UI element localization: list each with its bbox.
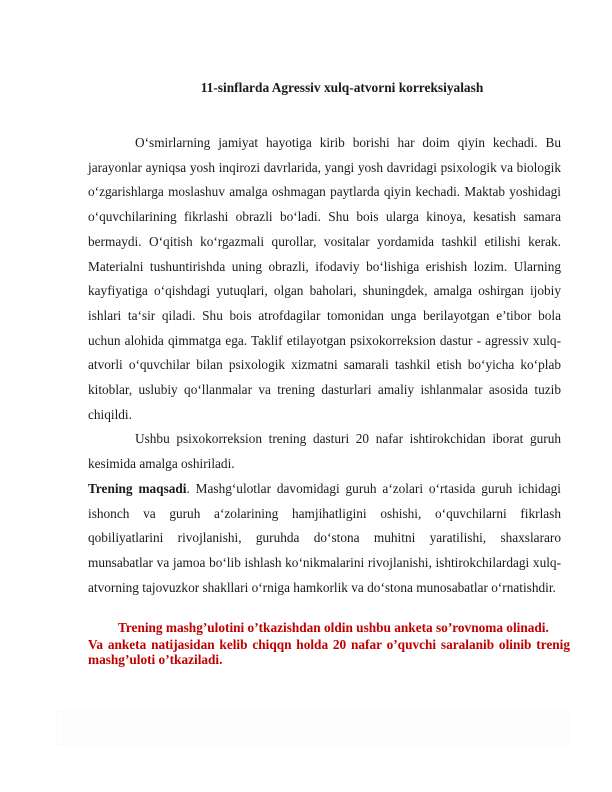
- goal-label: Trening maqsadi: [88, 480, 187, 496]
- paragraph-goal: [88, 477, 561, 601]
- empty-frame: [56, 710, 570, 746]
- goal-text: . Mashg‘ulotlar davomidagi guruh a‘zolari o‘rtasida guruh ichidagi ishonch va guruh a‘zolarining hamjihatligini oshishi, o‘quvchilarni fikrlash qobiliyatlarini rivojlanishi, guruhda do‘stona muhitni yaratilishi, shaxslararo munsabatlar va jamoa bo‘lib ishlash ko‘nikmalarini rivojlanishi, ishtirokchilardagi xulq-atvorning tajovuzkor shakllari o‘rniga hamkorlik va do‘stona munosabatlar o‘rnatishdir.: [88, 480, 561, 595]
- paragraph-intro: O‘smirlarning jamiyat hayotiga kirib borishi har doim qiyin kechadi. Bu jarayonlar ayniqsa yosh inqirozi davrlarida, yangi yosh davridagi psixologik va biologik o‘zgarishlarga moslashuv amalga oshmagan paytlarda qiyin kechadi. Maktab yoshidagi o‘quvchilarining fikrlashi obrazli bo‘ladi. Shu bois ularga kinoya, kesatish samara bermaydi. O‘qitish ko‘rgazmali qurollar, vositalar yordamida tashkil etilishi kerak. Materialni tushuntirishda uning obrazli, ifodaviy bo‘lishiga erishish lozim. Ularning kayfiyatiga o‘qishdagi yutuqlari, olgan baholari, shuningdek, amalga oshirgan ijobiy ishlari ta‘sir qiladi. Shu bois atrofdagilar tomonidan unga berilayotgan e’tibor bola uchun alohida qimmatga ega. Taklif etilayotgan psixokorreksion dastur - agressiv xulq-atvorli o‘quvchilar bilan psixologik xizmatni samarali tashkil etish bo‘yicha ko‘plab kitoblar, uslubiy qo‘llanmalar va trening dasturlari amaliy ishlanmalar asosida tuzib chiqildi.: [88, 135, 561, 422]
- document-title: 11-sinflarda Agressiv xulq-atvorni korreksiyalash: [200, 80, 484, 95]
- highlighted-line-survey: Trening mashg’ulotini o’tkazishdan oldin ushbu anketa so’rovnoma olinadi.: [118, 620, 549, 635]
- highlighted-line-selection: Va anketa natijasidan kelib chiqqn holda 20 nafar o’quvchi saralanib olinib trenig mashg’uloti o’tkaziladi.: [88, 637, 570, 667]
- document-body: [88, 131, 561, 600]
- paragraph-program: Ushbu psixokorreksion trening dasturi 20 nafar ishtirokchidan iborat guruh kesimida amalga oshiriladi.: [88, 431, 561, 472]
- highlighted-note: [56, 620, 570, 667]
